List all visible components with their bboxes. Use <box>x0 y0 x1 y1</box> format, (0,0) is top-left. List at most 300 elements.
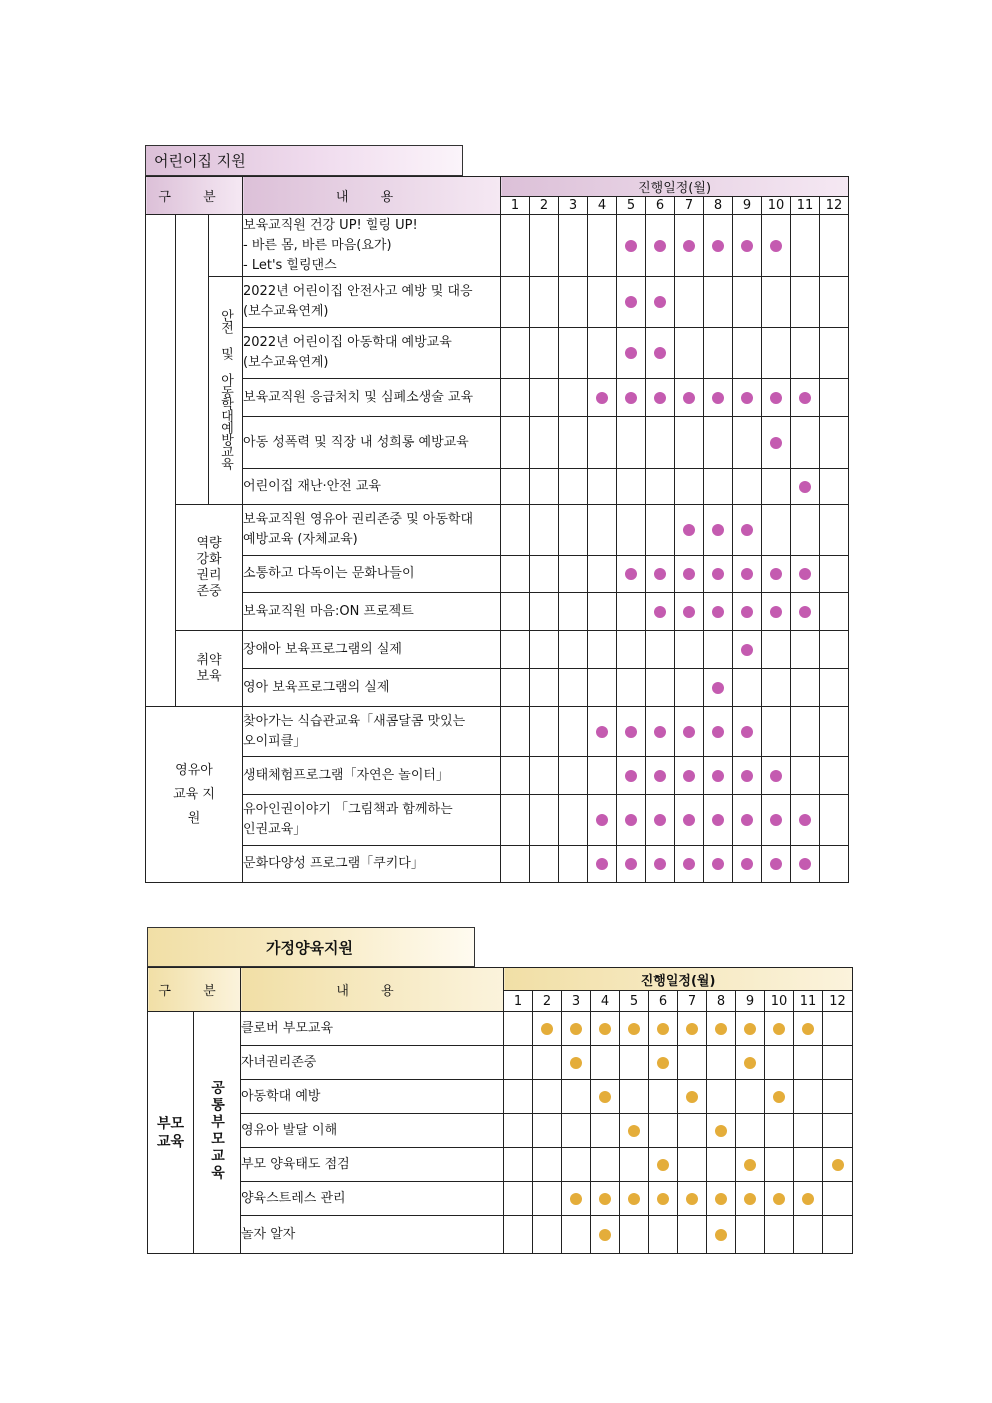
month-header-12: 12 <box>823 991 853 1012</box>
schedule-cell-month-9 <box>733 707 762 757</box>
schedule-cell-month-3 <box>562 1046 591 1080</box>
schedule-cell-month-9 <box>736 1148 765 1182</box>
schedule-dot <box>654 770 666 782</box>
schedule-cell-month-7 <box>675 215 704 277</box>
schedule-cell-month-8 <box>707 1046 736 1080</box>
group-education: 영유아 교육 지원 <box>146 707 243 883</box>
schedule-cell-month-1 <box>504 1080 533 1114</box>
schedule-cell-month-7 <box>678 1182 707 1216</box>
schedule-cell-month-7 <box>675 631 704 669</box>
schedule-cell-month-5 <box>617 669 646 707</box>
month-header-1: 1 <box>504 991 533 1012</box>
schedule-cell-month-12 <box>820 277 849 328</box>
schedule-dot <box>654 568 666 580</box>
schedule-cell-month-11 <box>794 1216 823 1254</box>
schedule-cell-month-7 <box>678 1148 707 1182</box>
schedule-cell-month-8 <box>704 469 733 505</box>
schedule-dot <box>770 568 782 580</box>
schedule-dot <box>744 1193 756 1205</box>
schedule-cell-month-10 <box>762 593 791 631</box>
schedule-cell-month-4 <box>591 1114 620 1148</box>
schedule-cell-month-12 <box>823 1046 853 1080</box>
schedule-cell-month-12 <box>820 669 849 707</box>
schedule-cell-month-6 <box>646 631 675 669</box>
schedule-cell-month-1 <box>504 1114 533 1148</box>
schedule-cell-month-7 <box>675 556 704 593</box>
schedule-dot <box>625 858 637 870</box>
schedule-dot <box>628 1023 640 1035</box>
schedule-cell-month-3 <box>559 215 588 277</box>
schedule-cell-month-11 <box>791 631 820 669</box>
schedule-cell-month-5 <box>620 1216 649 1254</box>
schedule-cell-month-10 <box>765 1114 794 1148</box>
schedule-dot <box>712 568 724 580</box>
schedule-cell-month-1 <box>504 1182 533 1216</box>
row-content: 보육교직원 영유아 권리존중 및 아동학대 예방교육 (자체교육) <box>243 505 501 556</box>
header-content: 내 용 <box>241 968 504 1012</box>
schedule-cell-month-4 <box>588 505 617 556</box>
schedule-dot <box>683 726 695 738</box>
schedule-cell-month-4 <box>588 593 617 631</box>
schedule-cell-month-7 <box>678 1080 707 1114</box>
schedule-cell-month-8 <box>704 757 733 795</box>
schedule-dot <box>683 770 695 782</box>
schedule-cell-month-6 <box>649 1216 678 1254</box>
group-common: 공통부모교육 <box>194 1012 241 1254</box>
schedule-dot <box>625 347 637 359</box>
schedule-cell-month-10 <box>765 1012 794 1046</box>
group-blank-cell <box>209 215 243 277</box>
month-header-1: 1 <box>501 197 530 215</box>
schedule-cell-month-6 <box>646 215 675 277</box>
row-content: 보육교직원 응급처치 및 심폐소생술 교육 <box>243 379 501 417</box>
schedule-dot <box>770 770 782 782</box>
group-blank-col-2 <box>176 215 209 505</box>
schedule-cell-month-11 <box>794 1046 823 1080</box>
schedule-dot <box>712 858 724 870</box>
schedule-dot <box>741 606 753 618</box>
schedule-cell-month-6 <box>649 1114 678 1148</box>
schedule-cell-month-7 <box>675 846 704 883</box>
month-header-11: 11 <box>794 991 823 1012</box>
month-header-5: 5 <box>617 197 646 215</box>
schedule-dot <box>654 392 666 404</box>
schedule-cell-month-10 <box>762 795 791 846</box>
schedule-cell-month-8 <box>707 1216 736 1254</box>
schedule-cell-month-12 <box>820 505 849 556</box>
schedule-dot <box>596 858 608 870</box>
schedule-cell-month-3 <box>559 505 588 556</box>
row-content: 영유아 발달 이해 <box>241 1114 504 1148</box>
schedule-cell-month-8 <box>704 631 733 669</box>
schedule-cell-month-2 <box>533 1012 562 1046</box>
schedule-cell-month-4 <box>591 1216 620 1254</box>
schedule-dot <box>599 1091 611 1103</box>
schedule-cell-month-6 <box>646 379 675 417</box>
schedule-cell-month-4 <box>588 556 617 593</box>
row-content: 소통하고 다독이는 문화나들이 <box>243 556 501 593</box>
schedule-cell-month-8 <box>704 593 733 631</box>
schedule-dot <box>654 347 666 359</box>
schedule-cell-month-11 <box>791 707 820 757</box>
schedule-cell-month-4 <box>588 469 617 505</box>
schedule-cell-month-11 <box>794 1182 823 1216</box>
schedule-cell-month-7 <box>675 379 704 417</box>
schedule-dot <box>712 606 724 618</box>
schedule-cell-month-6 <box>646 593 675 631</box>
schedule-cell-month-10 <box>762 669 791 707</box>
schedule-cell-month-6 <box>646 505 675 556</box>
schedule-cell-month-1 <box>501 795 530 846</box>
schedule-cell-month-7 <box>675 469 704 505</box>
schedule-dot <box>628 1125 640 1137</box>
schedule-cell-month-9 <box>733 417 762 469</box>
home-parenting-table <box>147 967 853 1254</box>
row-content: 아동 성폭력 및 직장 내 성희롱 예방교육 <box>243 417 501 469</box>
schedule-cell-month-2 <box>533 1080 562 1114</box>
schedule-cell-month-1 <box>501 505 530 556</box>
schedule-cell-month-10 <box>765 1216 794 1254</box>
schedule-cell-month-6 <box>646 707 675 757</box>
schedule-cell-month-4 <box>591 1182 620 1216</box>
schedule-cell-month-11 <box>791 469 820 505</box>
schedule-dot <box>799 858 811 870</box>
schedule-cell-month-7 <box>675 277 704 328</box>
schedule-dot <box>541 1023 553 1035</box>
schedule-dot <box>628 1193 640 1205</box>
schedule-cell-month-11 <box>791 379 820 417</box>
schedule-cell-month-6 <box>646 846 675 883</box>
schedule-cell-month-3 <box>559 846 588 883</box>
schedule-cell-month-5 <box>620 1148 649 1182</box>
schedule-cell-month-2 <box>530 379 559 417</box>
schedule-cell-month-10 <box>762 215 791 277</box>
schedule-cell-month-2 <box>530 795 559 846</box>
month-header-4: 4 <box>588 197 617 215</box>
schedule-cell-month-5 <box>617 556 646 593</box>
schedule-cell-month-10 <box>762 757 791 795</box>
schedule-dot <box>712 682 724 694</box>
schedule-cell-month-5 <box>617 593 646 631</box>
month-header-9: 9 <box>736 991 765 1012</box>
month-header-11: 11 <box>791 197 820 215</box>
schedule-cell-month-3 <box>562 1080 591 1114</box>
month-header-10: 10 <box>765 991 794 1012</box>
schedule-cell-month-9 <box>733 757 762 795</box>
schedule-cell-month-4 <box>588 795 617 846</box>
schedule-cell-month-2 <box>530 669 559 707</box>
schedule-cell-month-8 <box>704 669 733 707</box>
row-content: 장애아 보육프로그램의 실제 <box>243 631 501 669</box>
schedule-cell-month-3 <box>562 1114 591 1148</box>
schedule-cell-month-10 <box>765 1148 794 1182</box>
schedule-cell-month-11 <box>791 505 820 556</box>
schedule-cell-month-3 <box>559 795 588 846</box>
schedule-cell-month-5 <box>620 1114 649 1148</box>
schedule-cell-month-9 <box>733 795 762 846</box>
month-header-2: 2 <box>533 991 562 1012</box>
schedule-dot <box>654 240 666 252</box>
schedule-cell-month-11 <box>791 556 820 593</box>
schedule-cell-month-11 <box>791 277 820 328</box>
schedule-cell-month-4 <box>588 328 617 379</box>
schedule-cell-month-6 <box>646 669 675 707</box>
schedule-cell-month-3 <box>562 1148 591 1182</box>
schedule-cell-month-9 <box>736 1114 765 1148</box>
schedule-dot <box>741 524 753 536</box>
schedule-cell-month-8 <box>707 1012 736 1046</box>
schedule-cell-month-3 <box>562 1182 591 1216</box>
schedule-cell-month-6 <box>646 795 675 846</box>
row-content: 부모 양육태도 점검 <box>241 1148 504 1182</box>
schedule-dot <box>741 568 753 580</box>
schedule-cell-month-2 <box>533 1114 562 1148</box>
section-title-home-parenting: 가정양육지원 <box>147 927 475 967</box>
schedule-cell-month-12 <box>823 1114 853 1148</box>
row-content: 보육교직원 건강 UP! 힐링 UP! - 바른 몸, 바른 마음(요가) - Let's 힐링댄스 <box>243 215 501 277</box>
group-capacity: 역량강화권리존중 <box>176 505 243 631</box>
schedule-dot <box>802 1193 814 1205</box>
schedule-dot <box>770 814 782 826</box>
schedule-cell-month-1 <box>501 631 530 669</box>
schedule-dot <box>654 858 666 870</box>
schedule-cell-month-1 <box>504 1012 533 1046</box>
schedule-cell-month-3 <box>559 328 588 379</box>
schedule-cell-month-9 <box>733 631 762 669</box>
schedule-dot <box>741 770 753 782</box>
schedule-dot <box>657 1159 669 1171</box>
schedule-cell-month-5 <box>617 328 646 379</box>
schedule-cell-month-10 <box>762 417 791 469</box>
schedule-cell-month-11 <box>791 669 820 707</box>
schedule-cell-month-8 <box>704 328 733 379</box>
row-content: 문화다양성 프로그램「쿠키다」 <box>243 846 501 883</box>
schedule-cell-month-11 <box>791 593 820 631</box>
schedule-cell-month-2 <box>533 1216 562 1254</box>
schedule-dot <box>683 240 695 252</box>
header-content: 내 용 <box>243 177 501 215</box>
schedule-cell-month-9 <box>733 277 762 328</box>
schedule-cell-month-5 <box>617 707 646 757</box>
row-content: 아동학대 예방 <box>241 1080 504 1114</box>
schedule-dot <box>712 770 724 782</box>
schedule-cell-month-12 <box>820 757 849 795</box>
row-content: 어린이집 재난·안전 교육 <box>243 469 501 505</box>
schedule-cell-month-8 <box>704 379 733 417</box>
schedule-dot <box>683 568 695 580</box>
month-header-8: 8 <box>704 197 733 215</box>
schedule-dot <box>712 726 724 738</box>
schedule-cell-month-12 <box>823 1216 853 1254</box>
schedule-dot <box>570 1023 582 1035</box>
schedule-dot <box>741 814 753 826</box>
schedule-dot <box>799 606 811 618</box>
schedule-cell-month-9 <box>733 215 762 277</box>
schedule-cell-month-9 <box>736 1080 765 1114</box>
schedule-cell-month-2 <box>533 1046 562 1080</box>
schedule-cell-month-10 <box>762 277 791 328</box>
schedule-cell-month-2 <box>530 328 559 379</box>
schedule-cell-month-4 <box>588 669 617 707</box>
schedule-cell-month-5 <box>617 417 646 469</box>
group-blank-col <box>146 215 176 707</box>
schedule-dot <box>625 392 637 404</box>
schedule-dot <box>570 1193 582 1205</box>
schedule-dot <box>686 1091 698 1103</box>
row-content: 양육스트레스 관리 <box>241 1182 504 1216</box>
schedule-cell-month-2 <box>530 469 559 505</box>
schedule-cell-month-9 <box>733 669 762 707</box>
schedule-cell-month-5 <box>617 757 646 795</box>
schedule-cell-month-1 <box>501 669 530 707</box>
schedule-cell-month-5 <box>620 1046 649 1080</box>
schedule-cell-month-12 <box>820 631 849 669</box>
schedule-cell-month-10 <box>762 707 791 757</box>
schedule-dot <box>773 1023 785 1035</box>
row-content: 보육교직원 마음:ON 프로젝트 <box>243 593 501 631</box>
schedule-cell-month-1 <box>501 379 530 417</box>
schedule-cell-month-10 <box>765 1182 794 1216</box>
row-content: 2022년 어린이집 안전사고 예방 및 대응 (보수교육연계) <box>243 277 501 328</box>
schedule-cell-month-1 <box>501 707 530 757</box>
schedule-dot <box>744 1159 756 1171</box>
row-content: 영아 보육프로그램의 실제 <box>243 669 501 707</box>
schedule-cell-month-4 <box>588 277 617 328</box>
schedule-dot <box>741 392 753 404</box>
schedule-dot <box>799 568 811 580</box>
schedule-cell-month-6 <box>649 1080 678 1114</box>
schedule-cell-month-8 <box>707 1182 736 1216</box>
header-schedule: 진행일정(월) <box>501 177 849 197</box>
row-content: 2022년 어린이집 아동학대 예방교육 (보수교육연계) <box>243 328 501 379</box>
schedule-cell-month-12 <box>820 593 849 631</box>
schedule-cell-month-5 <box>617 846 646 883</box>
schedule-dot <box>712 392 724 404</box>
schedule-dot <box>683 392 695 404</box>
schedule-cell-month-12 <box>820 556 849 593</box>
schedule-cell-month-7 <box>675 669 704 707</box>
schedule-cell-month-10 <box>762 379 791 417</box>
schedule-dot <box>744 1023 756 1035</box>
schedule-cell-month-11 <box>794 1080 823 1114</box>
schedule-cell-month-1 <box>501 593 530 631</box>
schedule-cell-month-11 <box>791 846 820 883</box>
schedule-cell-month-10 <box>762 631 791 669</box>
schedule-cell-month-6 <box>649 1182 678 1216</box>
schedule-cell-month-1 <box>504 1148 533 1182</box>
schedule-cell-month-9 <box>736 1182 765 1216</box>
schedule-cell-month-2 <box>530 757 559 795</box>
schedule-dot <box>770 392 782 404</box>
schedule-cell-month-2 <box>530 556 559 593</box>
month-header-5: 5 <box>620 991 649 1012</box>
schedule-cell-month-3 <box>559 277 588 328</box>
schedule-cell-month-12 <box>820 469 849 505</box>
schedule-cell-month-11 <box>794 1148 823 1182</box>
schedule-dot <box>657 1057 669 1069</box>
schedule-cell-month-11 <box>791 215 820 277</box>
schedule-cell-month-4 <box>588 215 617 277</box>
schedule-cell-month-7 <box>675 757 704 795</box>
schedule-dot <box>770 858 782 870</box>
schedule-cell-month-11 <box>794 1012 823 1046</box>
schedule-cell-month-10 <box>765 1046 794 1080</box>
schedule-cell-month-7 <box>675 417 704 469</box>
group-vulnerable: 취약보육 <box>176 631 243 707</box>
schedule-cell-month-9 <box>733 556 762 593</box>
schedule-cell-month-1 <box>501 328 530 379</box>
schedule-cell-month-6 <box>646 417 675 469</box>
schedule-cell-month-5 <box>617 215 646 277</box>
schedule-cell-month-9 <box>736 1046 765 1080</box>
schedule-cell-month-9 <box>733 846 762 883</box>
schedule-cell-month-6 <box>649 1148 678 1182</box>
header-gubun: 구 분 <box>148 968 241 1012</box>
schedule-cell-month-6 <box>646 328 675 379</box>
schedule-dot <box>625 240 637 252</box>
schedule-dot <box>625 568 637 580</box>
row-content: 생태체험프로그램「자연은 놀이터」 <box>243 757 501 795</box>
schedule-dot <box>741 644 753 656</box>
schedule-dot <box>712 814 724 826</box>
schedule-dot <box>715 1229 727 1241</box>
daycare-support-table <box>145 176 849 883</box>
schedule-cell-month-9 <box>733 593 762 631</box>
schedule-cell-month-5 <box>620 1182 649 1216</box>
schedule-cell-month-1 <box>501 215 530 277</box>
schedule-cell-month-6 <box>649 1012 678 1046</box>
schedule-cell-month-9 <box>736 1012 765 1046</box>
schedule-cell-month-4 <box>588 417 617 469</box>
schedule-cell-month-10 <box>765 1080 794 1114</box>
schedule-dot <box>741 726 753 738</box>
header-schedule: 진행일정(월) <box>504 968 853 991</box>
schedule-cell-month-12 <box>820 795 849 846</box>
schedule-cell-month-1 <box>501 417 530 469</box>
month-header-2: 2 <box>530 197 559 215</box>
schedule-dot <box>799 814 811 826</box>
group-safety: 안전 및 아동학대예방교육 <box>209 277 243 505</box>
schedule-dot <box>715 1125 727 1137</box>
row-content: 자녀권리존중 <box>241 1046 504 1080</box>
schedule-dot <box>770 606 782 618</box>
schedule-cell-month-8 <box>704 215 733 277</box>
schedule-cell-month-7 <box>678 1012 707 1046</box>
schedule-dot <box>625 726 637 738</box>
schedule-cell-month-3 <box>559 469 588 505</box>
schedule-cell-month-3 <box>562 1012 591 1046</box>
schedule-dot <box>712 240 724 252</box>
schedule-cell-month-12 <box>820 707 849 757</box>
schedule-dot <box>654 296 666 308</box>
schedule-cell-month-8 <box>704 707 733 757</box>
schedule-cell-month-2 <box>533 1148 562 1182</box>
schedule-cell-month-1 <box>504 1216 533 1254</box>
schedule-dot <box>770 437 782 449</box>
schedule-cell-month-4 <box>591 1046 620 1080</box>
schedule-cell-month-4 <box>588 757 617 795</box>
schedule-cell-month-10 <box>762 328 791 379</box>
schedule-cell-month-5 <box>620 1012 649 1046</box>
schedule-cell-month-11 <box>791 795 820 846</box>
schedule-cell-month-12 <box>820 379 849 417</box>
schedule-cell-month-8 <box>704 505 733 556</box>
month-header-3: 3 <box>559 197 588 215</box>
schedule-cell-month-3 <box>559 669 588 707</box>
schedule-cell-month-2 <box>530 215 559 277</box>
schedule-cell-month-8 <box>707 1148 736 1182</box>
schedule-cell-month-7 <box>678 1114 707 1148</box>
